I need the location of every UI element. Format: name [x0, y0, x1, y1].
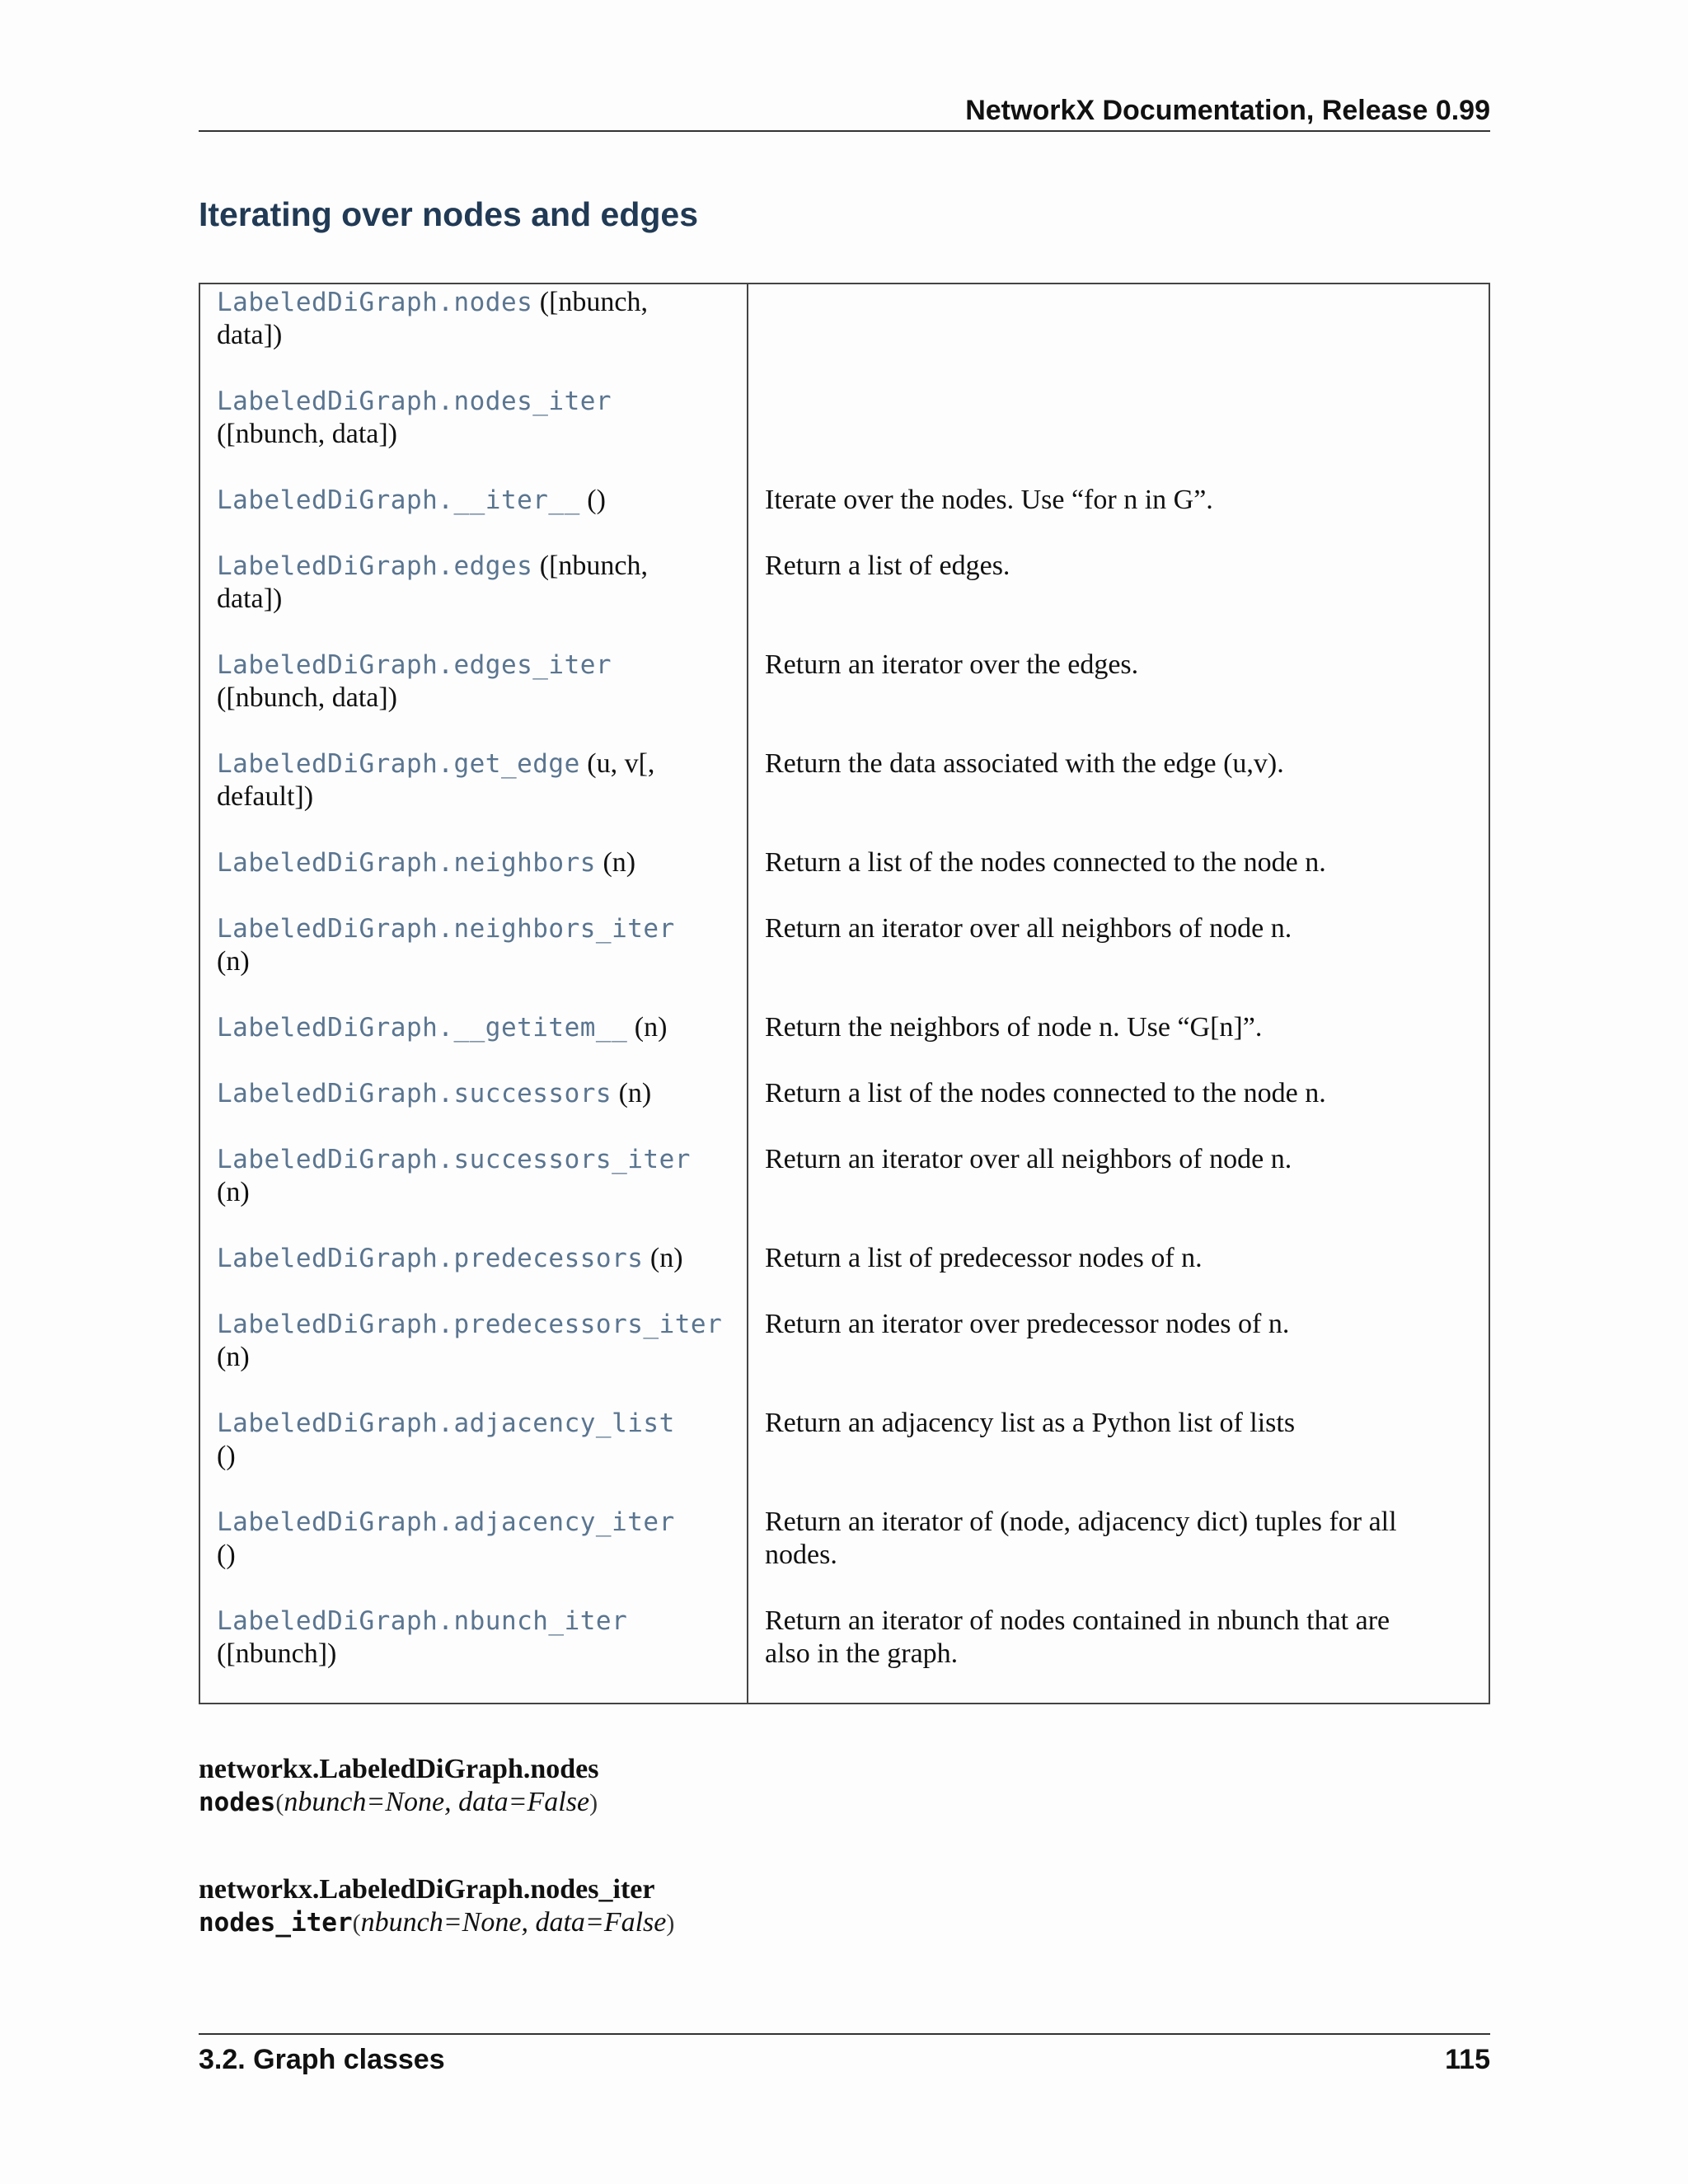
entry-title-nodes-iter: networkx.LabeledDiGraph.nodes_iter: [199, 1874, 655, 1905]
signature: (n): [627, 1012, 668, 1043]
name-cell: [199, 1605, 748, 1704]
api-link[interactable]: LabeledDiGraph.predecessors_iter: [217, 1310, 723, 1339]
description-cell: [748, 1506, 1489, 1605]
name-cell: [199, 846, 748, 912]
page-number: 115: [1445, 2044, 1490, 2075]
signature-cont: (n): [217, 1342, 250, 1372]
signature: (n): [643, 1243, 683, 1273]
signature-cont: (): [217, 1441, 236, 1471]
name-cell: [199, 284, 748, 385]
description-cell: [748, 1011, 1489, 1077]
signature-cont: ([nbunch, data]): [217, 419, 398, 449]
api-link[interactable]: LabeledDiGraph.edges_iter: [217, 650, 612, 680]
description-cont: also in the graph.: [765, 1638, 959, 1669]
table-row: [199, 1011, 1489, 1077]
description-cell: [748, 1077, 1489, 1143]
table-row: [199, 1143, 1489, 1242]
description-cell: [748, 484, 1489, 550]
section-title: Iterating over nodes and edges: [199, 195, 699, 233]
description: Return the data associated with the edge (u,v).: [765, 748, 1284, 779]
description: Return a list of the nodes connected to the node n.: [765, 1078, 1326, 1108]
signature: (n): [595, 847, 636, 878]
api-link[interactable]: LabeledDiGraph.successors: [217, 1079, 612, 1108]
name-cell: [199, 748, 748, 846]
parameters: nbunch=None, data=False: [284, 1787, 590, 1817]
description-cell: [748, 1407, 1489, 1506]
description-cont: nodes.: [765, 1540, 837, 1570]
signature: (): [579, 485, 606, 515]
signature: ([nbunch,: [532, 551, 649, 581]
description: Return an iterator over predecessor nodes of n.: [765, 1309, 1290, 1339]
description: Return a list of edges.: [765, 551, 1010, 581]
entry-signature-nodes: [199, 1786, 598, 1820]
table-row: [199, 1077, 1489, 1143]
signature: ([nbunch,: [532, 287, 649, 317]
table-row: [199, 484, 1489, 550]
table-row: [199, 1407, 1489, 1506]
signature-cont: data]): [217, 583, 283, 614]
table-row: [199, 1242, 1489, 1308]
api-link[interactable]: LabeledDiGraph.edges: [217, 551, 533, 581]
running-header: NetworkX Documentation, Release 0.99: [965, 95, 1490, 126]
open-paren: (: [275, 1789, 284, 1816]
table-row: [199, 385, 1489, 484]
name-cell: [199, 550, 748, 649]
table-row: [199, 912, 1489, 1011]
description-cell: [748, 550, 1489, 649]
table-row: [199, 284, 1489, 385]
api-link[interactable]: LabeledDiGraph.nbunch_iter: [217, 1606, 628, 1636]
description-cell: [748, 284, 1489, 385]
name-cell: [199, 1011, 748, 1077]
description: Return an iterator of (node, adjacency dict) tuples for all: [765, 1507, 1397, 1537]
description: Return an iterator over all neighbors of node n.: [765, 1144, 1292, 1174]
function-name: nodes_iter: [199, 1908, 353, 1938]
name-cell: [199, 912, 748, 1011]
table-row: [199, 550, 1489, 649]
table-row: [199, 748, 1489, 846]
description: Return a list of predecessor nodes of n.: [765, 1243, 1203, 1273]
name-cell: [199, 1506, 748, 1605]
description-cell: [748, 846, 1489, 912]
name-cell: [199, 484, 748, 550]
name-cell: [199, 1407, 748, 1506]
table-row: [199, 649, 1489, 748]
entry-signature-nodes-iter: [199, 1906, 674, 1940]
name-cell: [199, 1143, 748, 1242]
api-link[interactable]: LabeledDiGraph.adjacency_iter: [217, 1507, 675, 1537]
table-row: [199, 1506, 1489, 1605]
signature-cont: (n): [217, 1177, 250, 1207]
name-cell: [199, 1242, 748, 1308]
table-row: [199, 1308, 1489, 1407]
description-cell: [748, 385, 1489, 484]
api-link[interactable]: LabeledDiGraph.nodes: [217, 288, 533, 317]
footer-section: 3.2. Graph classes: [199, 2044, 445, 2075]
footer-rule: [199, 2033, 1490, 2035]
api-link[interactable]: LabeledDiGraph.nodes_iter: [217, 387, 612, 416]
signature-cont: ([nbunch]): [217, 1638, 337, 1669]
signature-cont: (n): [217, 946, 250, 977]
signature-cont: (): [217, 1540, 236, 1570]
api-link[interactable]: LabeledDiGraph.neighbors_iter: [217, 914, 675, 944]
open-paren: (: [352, 1910, 361, 1937]
signature: (u, v[,: [579, 748, 655, 779]
signature: (n): [612, 1078, 652, 1108]
api-link[interactable]: LabeledDiGraph.predecessors: [217, 1244, 644, 1273]
close-paren: ): [666, 1910, 675, 1937]
signature-cont: data]): [217, 320, 283, 350]
api-link[interactable]: LabeledDiGraph.__iter__: [217, 485, 580, 515]
description: Return an iterator of nodes contained in nbunch that are: [765, 1605, 1390, 1636]
table-row: [199, 1605, 1489, 1704]
entry-title-nodes: networkx.LabeledDiGraph.nodes: [199, 1754, 599, 1784]
description: Return an adjacency list as a Python list of lists: [765, 1408, 1296, 1438]
description: Return the neighbors of node n. Use “G[n]”.: [765, 1012, 1263, 1043]
name-cell: [199, 385, 748, 484]
api-summary-table: [199, 283, 1490, 1704]
api-link[interactable]: LabeledDiGraph.neighbors: [217, 848, 596, 878]
description-cell: [748, 1308, 1489, 1407]
api-link[interactable]: LabeledDiGraph.get_edge: [217, 749, 580, 779]
description: Iterate over the nodes. Use “for n in G”.: [765, 485, 1213, 515]
signature-cont: default]): [217, 781, 314, 812]
close-paren: ): [589, 1789, 598, 1816]
description: Return an iterator over the edges.: [765, 649, 1139, 680]
api-link[interactable]: LabeledDiGraph.adjacency_list: [217, 1408, 675, 1438]
signature-cont: ([nbunch, data]): [217, 682, 398, 713]
table-row: [199, 846, 1489, 912]
description-cell: [748, 1242, 1489, 1308]
description-cell: [748, 649, 1489, 748]
description-cell: [748, 1605, 1489, 1704]
api-link[interactable]: LabeledDiGraph.__getitem__: [217, 1013, 628, 1043]
description: Return an iterator over all neighbors of node n.: [765, 913, 1292, 944]
name-cell: [199, 1077, 748, 1143]
parameters: nbunch=None, data=False: [360, 1907, 667, 1938]
description-cell: [748, 1143, 1489, 1242]
description: Return a list of the nodes connected to the node n.: [765, 847, 1326, 878]
api-link[interactable]: LabeledDiGraph.successors_iter: [217, 1145, 691, 1174]
header-rule: [199, 130, 1490, 132]
description-cell: [748, 912, 1489, 1011]
description-cell: [748, 748, 1489, 846]
name-cell: [199, 1308, 748, 1407]
function-name: nodes: [199, 1788, 276, 1817]
name-cell: [199, 649, 748, 748]
